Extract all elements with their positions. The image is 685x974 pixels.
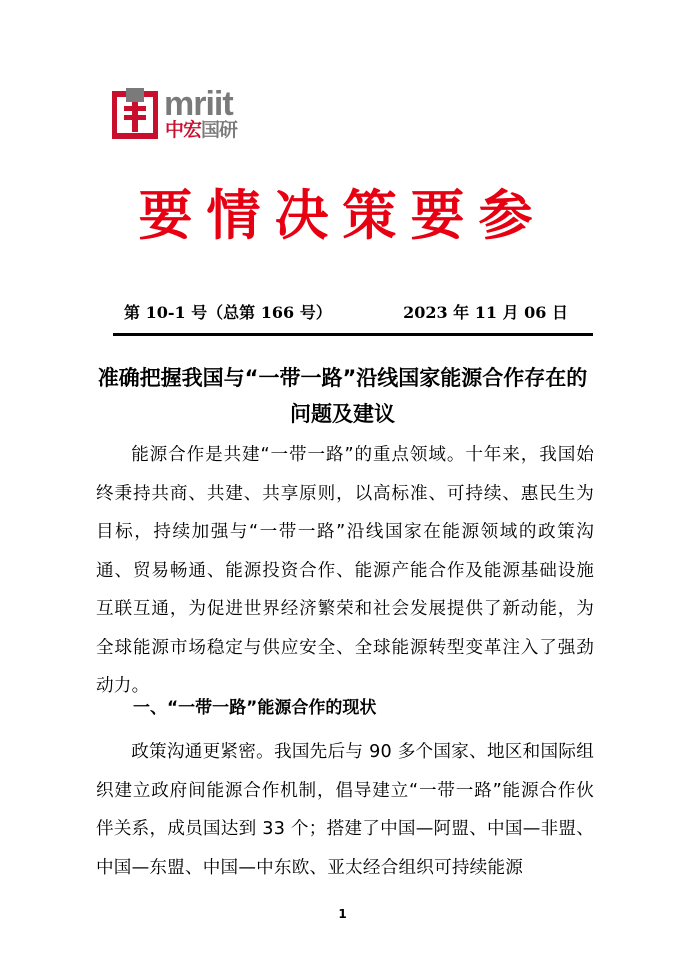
logo-brand-zh-rest: 国研: [201, 119, 238, 141]
header-divider: [113, 333, 593, 336]
paragraph-policy: 政策沟通更紧密。我国先后与 90 多个国家、地区和国际组织建立政府间能源合作机制，倡导建立“一带一路”能源合作伙伴关系，成员国达到 33 个；搭建了中国—阿盟、中国—非盟、中国—东盟、中国—中东欧、亚太经合组织可持续能源: [96, 742, 594, 878]
mriit-logo: [112, 85, 252, 144]
issue-number: 第 10-1 号（总第 166 号）: [124, 303, 332, 322]
logo-brand-zh: [165, 118, 237, 142]
mriit-logo-mark-icon: [112, 88, 158, 140]
masthead-title: 要情决策要参: [138, 183, 547, 247]
logo-brand-en: mriit: [164, 85, 233, 123]
paragraph-intro: 能源合作是共建“一带一路”的重点领域。十年来，我国始终秉持共商、共建、共享原则，以高标准、可持续、惠民生为目标，持续加强与“一带一路”沿线国家在能源领域的政策沟通、贸易畅通、能源投资合作、能源产能合作及能源基础设施互联互通，为促进世界经济繁荣和社会发展提供了新动能，为全球能源市场稳定与供应安全、全球能源转型变革注入了强劲动力。: [96, 445, 594, 696]
issue-date: 2023 年 11 月 06 日: [403, 303, 568, 322]
logo-brand-zh-accent: 中宏: [165, 119, 202, 141]
page-number: 1: [338, 907, 347, 921]
section-heading-1: 一、“一带一路”能源合作的现状: [133, 698, 377, 718]
article-title: 准确把握我国与“一带一路”沿线国家能源合作存在的问题及建议: [97, 366, 588, 426]
